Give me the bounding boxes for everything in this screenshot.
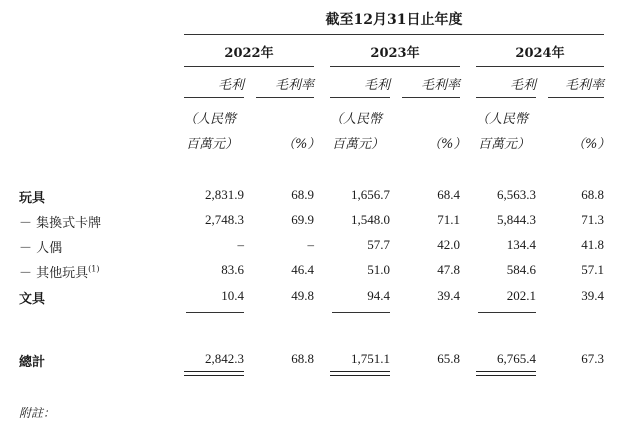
row-value: – <box>307 237 314 252</box>
col-margin-2022: 毛利率 <box>274 78 314 93</box>
unit-line1-2024: （人民幣 <box>476 112 529 127</box>
row-label: － 人偶 <box>19 241 63 256</box>
unit-line2-2024: 百萬元） <box>478 137 531 152</box>
row-value: – <box>237 237 244 252</box>
header-rule <box>184 34 604 35</box>
total-value: 67.3 <box>581 351 604 366</box>
row-value: 5,844.3 <box>497 212 536 227</box>
total-label: 總計 <box>19 355 46 370</box>
subtotal-rule <box>186 312 244 313</box>
col-rule <box>476 97 536 98</box>
unit-line1-2023: （人民幣 <box>330 112 383 127</box>
row-value: 39.4 <box>437 288 460 303</box>
total-double-rule <box>330 371 390 376</box>
total-double-rule <box>476 371 536 376</box>
row-value: 42.0 <box>437 237 460 252</box>
total-value: 68.8 <box>291 351 314 366</box>
row-value: 49.8 <box>291 288 314 303</box>
pct-unit-2022: （%） <box>282 137 321 152</box>
row-value: 69.9 <box>291 212 314 227</box>
total-double-rule <box>184 371 244 376</box>
row-value: 2,748.3 <box>205 212 244 227</box>
row-label: － 集換式卡牌 <box>19 216 102 231</box>
col-gp-2024: 毛利 <box>509 78 536 93</box>
row-value: 46.4 <box>291 262 314 277</box>
row-value: 10.4 <box>221 288 244 303</box>
year-2023: 2023年 <box>370 46 420 61</box>
row-value: 68.8 <box>581 187 604 202</box>
total-value: 65.8 <box>437 351 460 366</box>
subtotal-rule <box>478 312 536 313</box>
row-value: 1,548.0 <box>351 212 390 227</box>
col-rule <box>184 97 244 98</box>
row-value: 584.6 <box>506 262 536 277</box>
row-value: 47.8 <box>437 262 460 277</box>
row-value: 71.1 <box>437 212 460 227</box>
row-value: 51.0 <box>367 262 390 277</box>
year-2024: 2024年 <box>515 46 565 61</box>
year-rule-2023 <box>330 66 460 67</box>
row-value: 68.9 <box>291 187 314 202</box>
row-label: 文具 <box>19 292 46 307</box>
row-value: 202.1 <box>506 288 536 303</box>
period-title: 截至12月31日止年度 <box>325 12 463 28</box>
year-2022: 2022年 <box>224 46 274 61</box>
unit-line2-2022: 百萬元） <box>186 137 239 152</box>
footnote-label: 附註： <box>19 406 56 420</box>
row-value: 6,563.3 <box>497 187 536 202</box>
unit-line1-2022: （人民幣 <box>184 112 237 127</box>
total-value: 1,751.1 <box>351 351 390 366</box>
row-value: 83.6 <box>221 262 244 277</box>
row-value: 57.7 <box>367 237 390 252</box>
year-rule-2022 <box>184 66 314 67</box>
total-value: 6,765.4 <box>497 351 536 366</box>
row-value: 1,656.7 <box>351 187 390 202</box>
year-rule-2024 <box>476 66 604 67</box>
total-value: 2,842.3 <box>205 351 244 366</box>
row-value: 71.3 <box>581 212 604 227</box>
col-gp-2023: 毛利 <box>363 78 390 93</box>
row-value: 94.4 <box>367 288 390 303</box>
subtotal-rule <box>332 312 390 313</box>
unit-line2-2023: 百萬元） <box>332 137 385 152</box>
row-value: 57.1 <box>581 262 604 277</box>
col-margin-2024: 毛利率 <box>564 78 604 93</box>
row-label: － 其他玩具$^{(1)}$ <box>19 264 100 281</box>
row-label: 玩具 <box>19 191 46 206</box>
col-rule <box>548 97 604 98</box>
col-rule <box>330 97 390 98</box>
row-value: 39.4 <box>581 288 604 303</box>
footnote-marker: (1) <box>88 264 100 274</box>
pct-unit-2023: （%） <box>428 137 467 152</box>
row-value: 41.8 <box>581 237 604 252</box>
row-value: 134.4 <box>506 237 536 252</box>
pct-unit-2024: （%） <box>572 137 611 152</box>
col-rule <box>402 97 460 98</box>
col-margin-2023: 毛利率 <box>420 78 460 93</box>
col-gp-2022: 毛利 <box>217 78 244 93</box>
row-value: 2,831.9 <box>205 187 244 202</box>
row-value: 68.4 <box>437 187 460 202</box>
col-rule <box>256 97 314 98</box>
